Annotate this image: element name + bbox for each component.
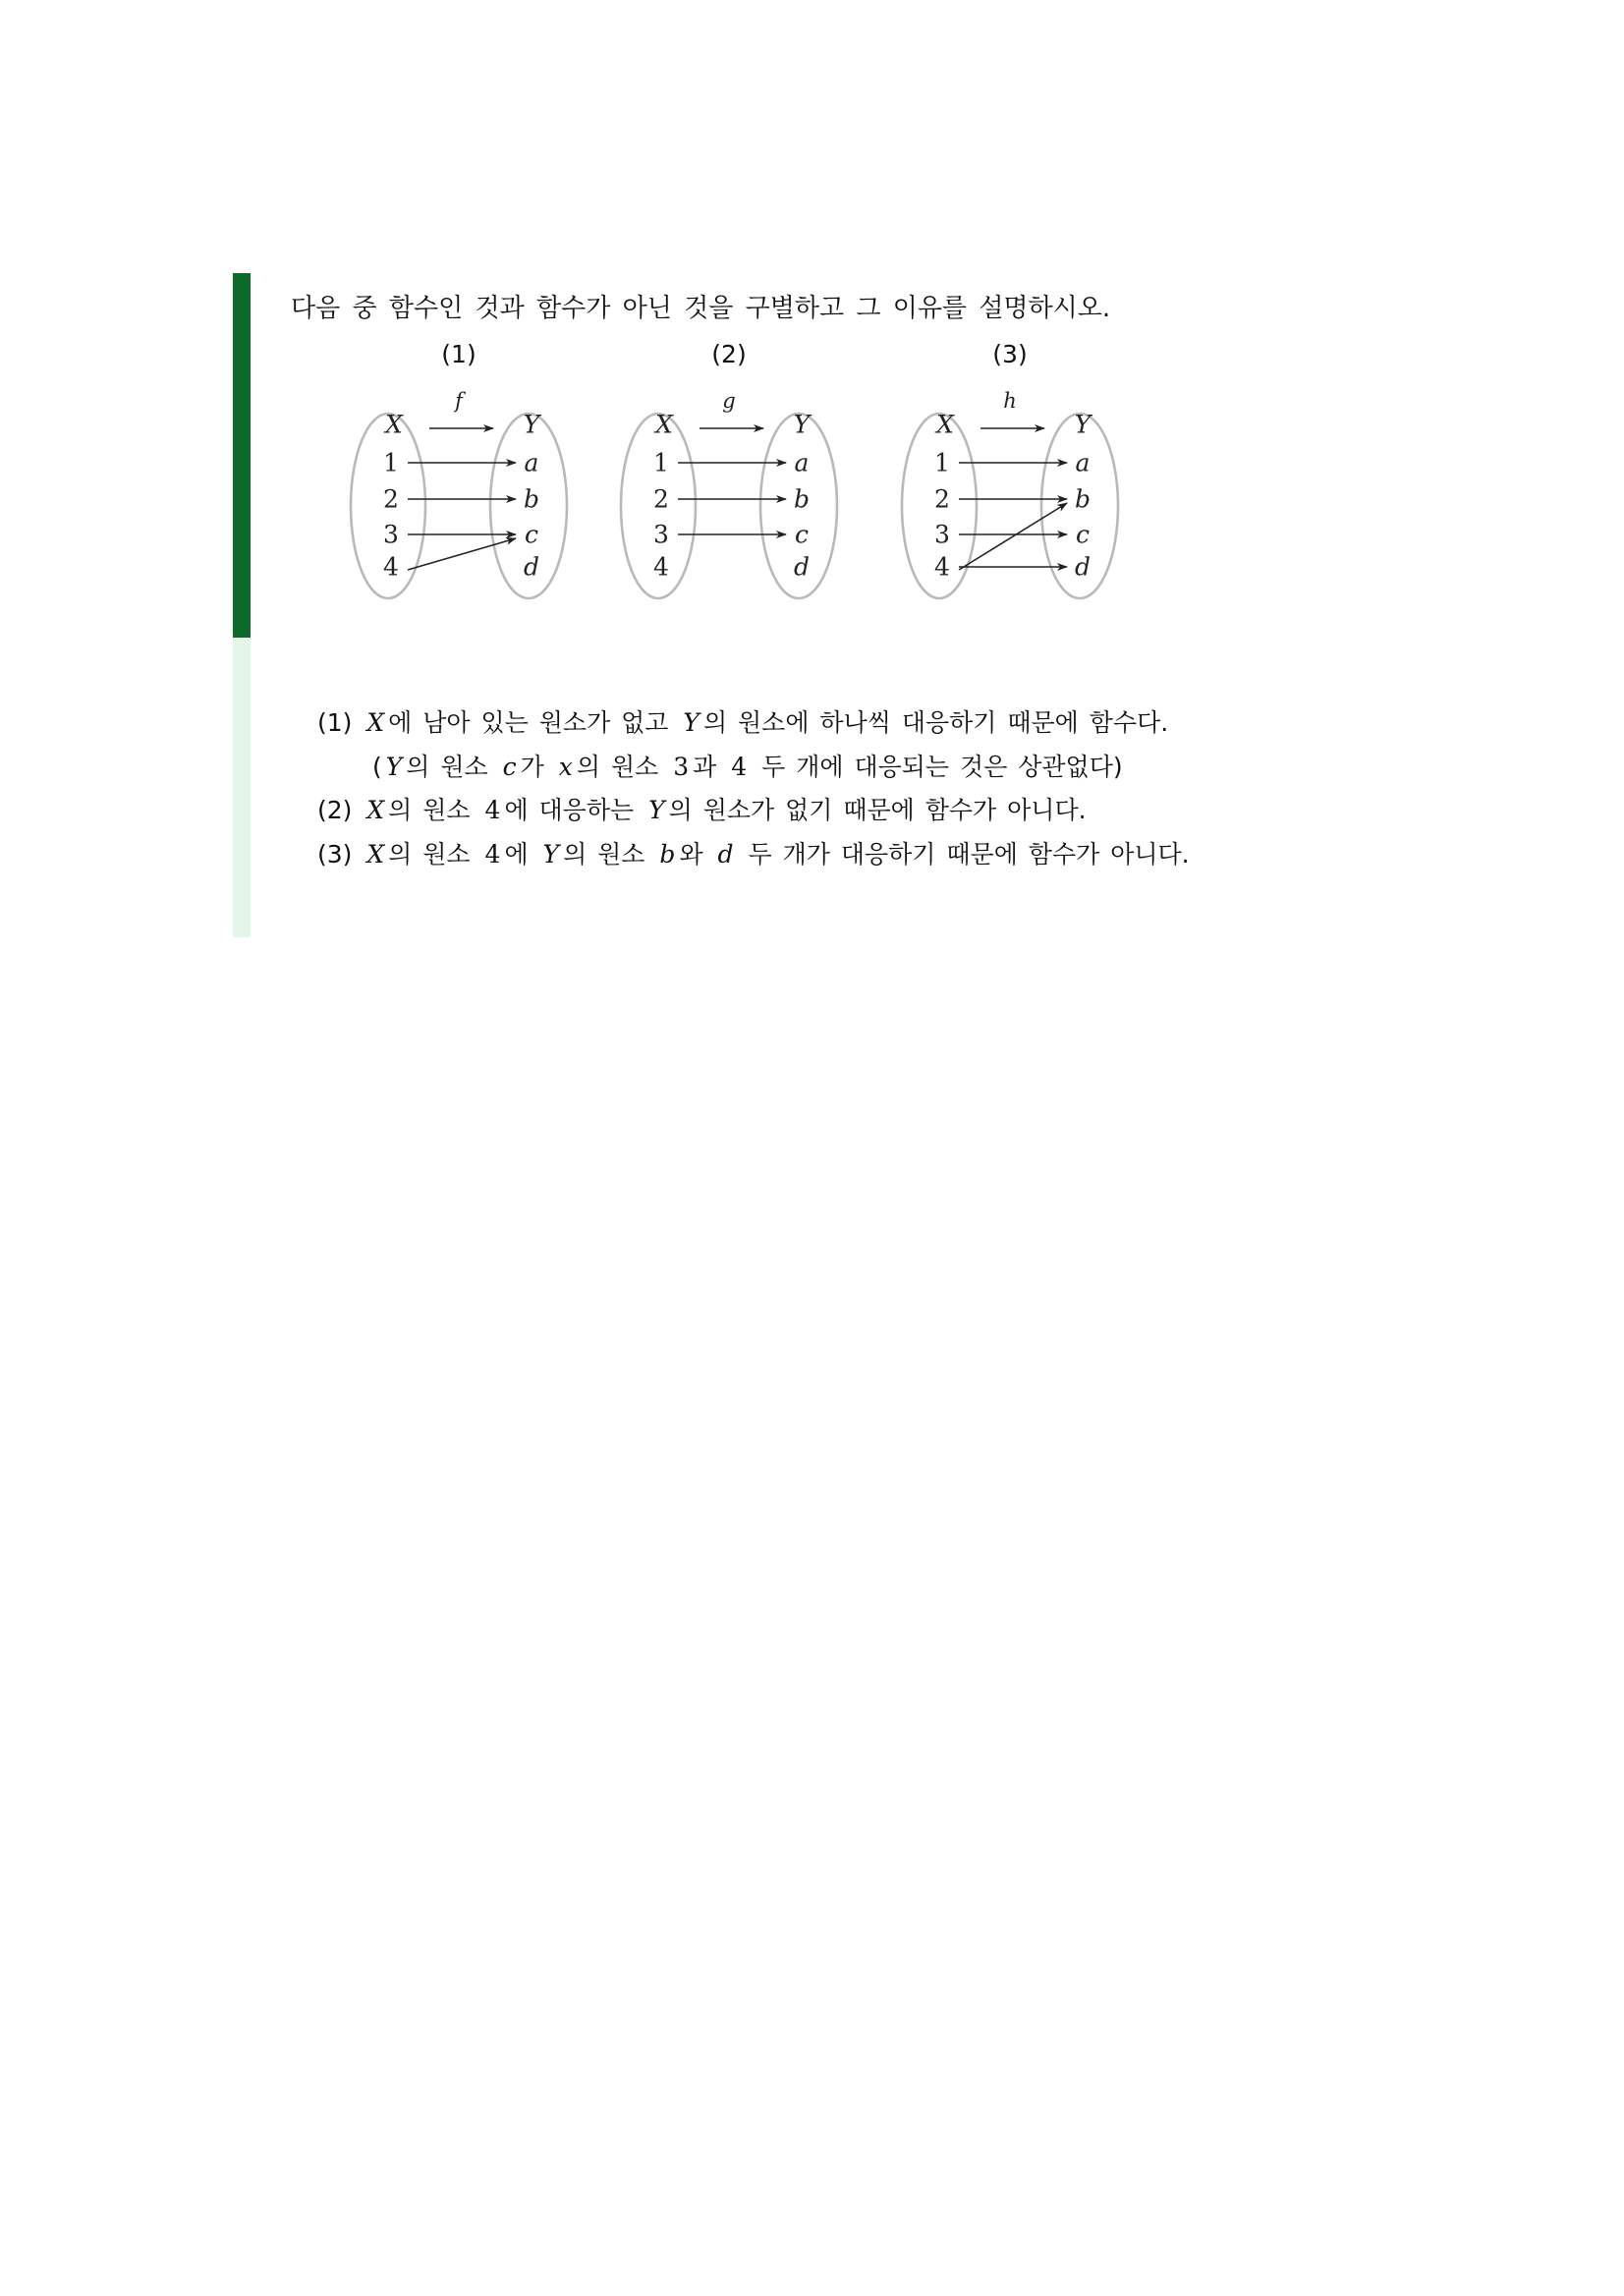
question-accent-bar — [233, 273, 251, 638]
domain-element: 2 — [934, 484, 950, 514]
answer-text: 의 원소에 하나씩 대응하기 때문에 함수다. — [702, 708, 1169, 737]
math-symbol: X — [366, 796, 385, 824]
codomain-element: b — [523, 484, 540, 514]
codomain-set-label: Y — [1074, 410, 1092, 439]
math-symbol: X — [366, 839, 385, 868]
domain-element: 3 — [383, 520, 399, 549]
domain-element: 1 — [653, 448, 669, 477]
domain-element: 2 — [653, 484, 669, 514]
diagram-label-2: (2) — [711, 340, 747, 368]
function-name: h — [1003, 389, 1017, 413]
domain-element: 2 — [383, 484, 399, 514]
answer-text: 의 원소 — [388, 796, 481, 824]
function-name: g — [722, 389, 736, 413]
math-symbol: Y — [648, 796, 665, 824]
answer-text: 가 — [520, 752, 555, 781]
answer-text: 의 원소 — [563, 839, 656, 868]
answer-text: 의 원소 — [388, 839, 481, 868]
domain-element: 3 — [653, 520, 669, 549]
codomain-element: c — [794, 520, 810, 549]
domain-element: 4 — [383, 552, 399, 582]
codomain-element: b — [1074, 484, 1092, 514]
answer-accent-bar — [233, 638, 251, 937]
answer-text: 두 개가 대응하기 때문에 함수가 아니다. — [737, 839, 1190, 868]
answer-line-4 — [317, 833, 1190, 877]
answer-text: 의 원소 — [406, 752, 499, 781]
math-symbol: Y — [683, 708, 700, 737]
domain-set-label: X — [385, 410, 403, 439]
codomain-element: b — [793, 484, 811, 514]
mapping-diagram-2 — [620, 381, 846, 607]
codomain-element: a — [794, 448, 810, 477]
codomain-element: c — [524, 520, 539, 549]
answer-block — [317, 701, 1190, 876]
question-text: 다음 중 함수인 것과 함수가 아닌 것을 구별하고 그 이유를 설명하시오. — [291, 294, 1111, 323]
answer-text: 에 — [504, 839, 539, 868]
answer-line-2 — [317, 746, 1190, 790]
domain-element: 3 — [934, 520, 950, 549]
math-symbol: X — [366, 708, 385, 737]
answer-text: 와 — [679, 839, 714, 868]
math-symbol: 4 — [484, 796, 501, 824]
math-symbol: 4 — [731, 752, 748, 781]
answer-text: 에 대응하는 — [504, 796, 645, 824]
answer-text: 의 원소 — [576, 752, 670, 781]
math-symbol: d — [717, 839, 734, 868]
math-symbol: Y — [385, 752, 403, 781]
domain-set-label: X — [655, 410, 673, 439]
domain-set-label: X — [936, 410, 954, 439]
math-symbol: x — [558, 752, 573, 781]
codomain-element: d — [523, 552, 540, 582]
answer-line-3 — [317, 789, 1190, 833]
codomain-set-label: Y — [793, 410, 811, 439]
answer-text: 에 남아 있는 원소가 없고 — [388, 708, 680, 737]
math-symbol: b — [659, 839, 676, 868]
math-symbol: Y — [542, 839, 560, 868]
codomain-element: a — [1075, 448, 1091, 477]
codomain-element: c — [1075, 520, 1091, 549]
math-symbol: 3 — [673, 752, 690, 781]
codomain-element: d — [1074, 552, 1092, 582]
diagram-label-1: (1) — [441, 340, 476, 368]
domain-element: 1 — [934, 448, 950, 477]
answer-text: ( — [372, 752, 382, 781]
answer-text: (1) — [317, 708, 364, 737]
answer-text: (2) — [317, 796, 364, 824]
domain-element: 4 — [934, 552, 950, 582]
math-symbol: c — [502, 752, 517, 781]
codomain-element: d — [793, 552, 811, 582]
answer-text: 두 개에 대응되는 것은 상관없다) — [751, 752, 1123, 781]
domain-element: 4 — [653, 552, 669, 582]
codomain-element: a — [524, 448, 539, 477]
mapping-diagram-3 — [901, 381, 1127, 607]
diagram-label-3: (3) — [992, 340, 1028, 368]
math-symbol: 4 — [484, 839, 501, 868]
domain-element: 1 — [383, 448, 399, 477]
answer-text: 과 — [693, 752, 728, 781]
codomain-set-label: Y — [523, 410, 540, 439]
mapping-diagram-1 — [350, 381, 576, 607]
answer-line-1 — [317, 701, 1190, 746]
function-name: f — [455, 389, 463, 413]
answer-text: 의 원소가 없기 때문에 함수가 아니다. — [668, 796, 1087, 824]
answer-text: (3) — [317, 839, 364, 868]
